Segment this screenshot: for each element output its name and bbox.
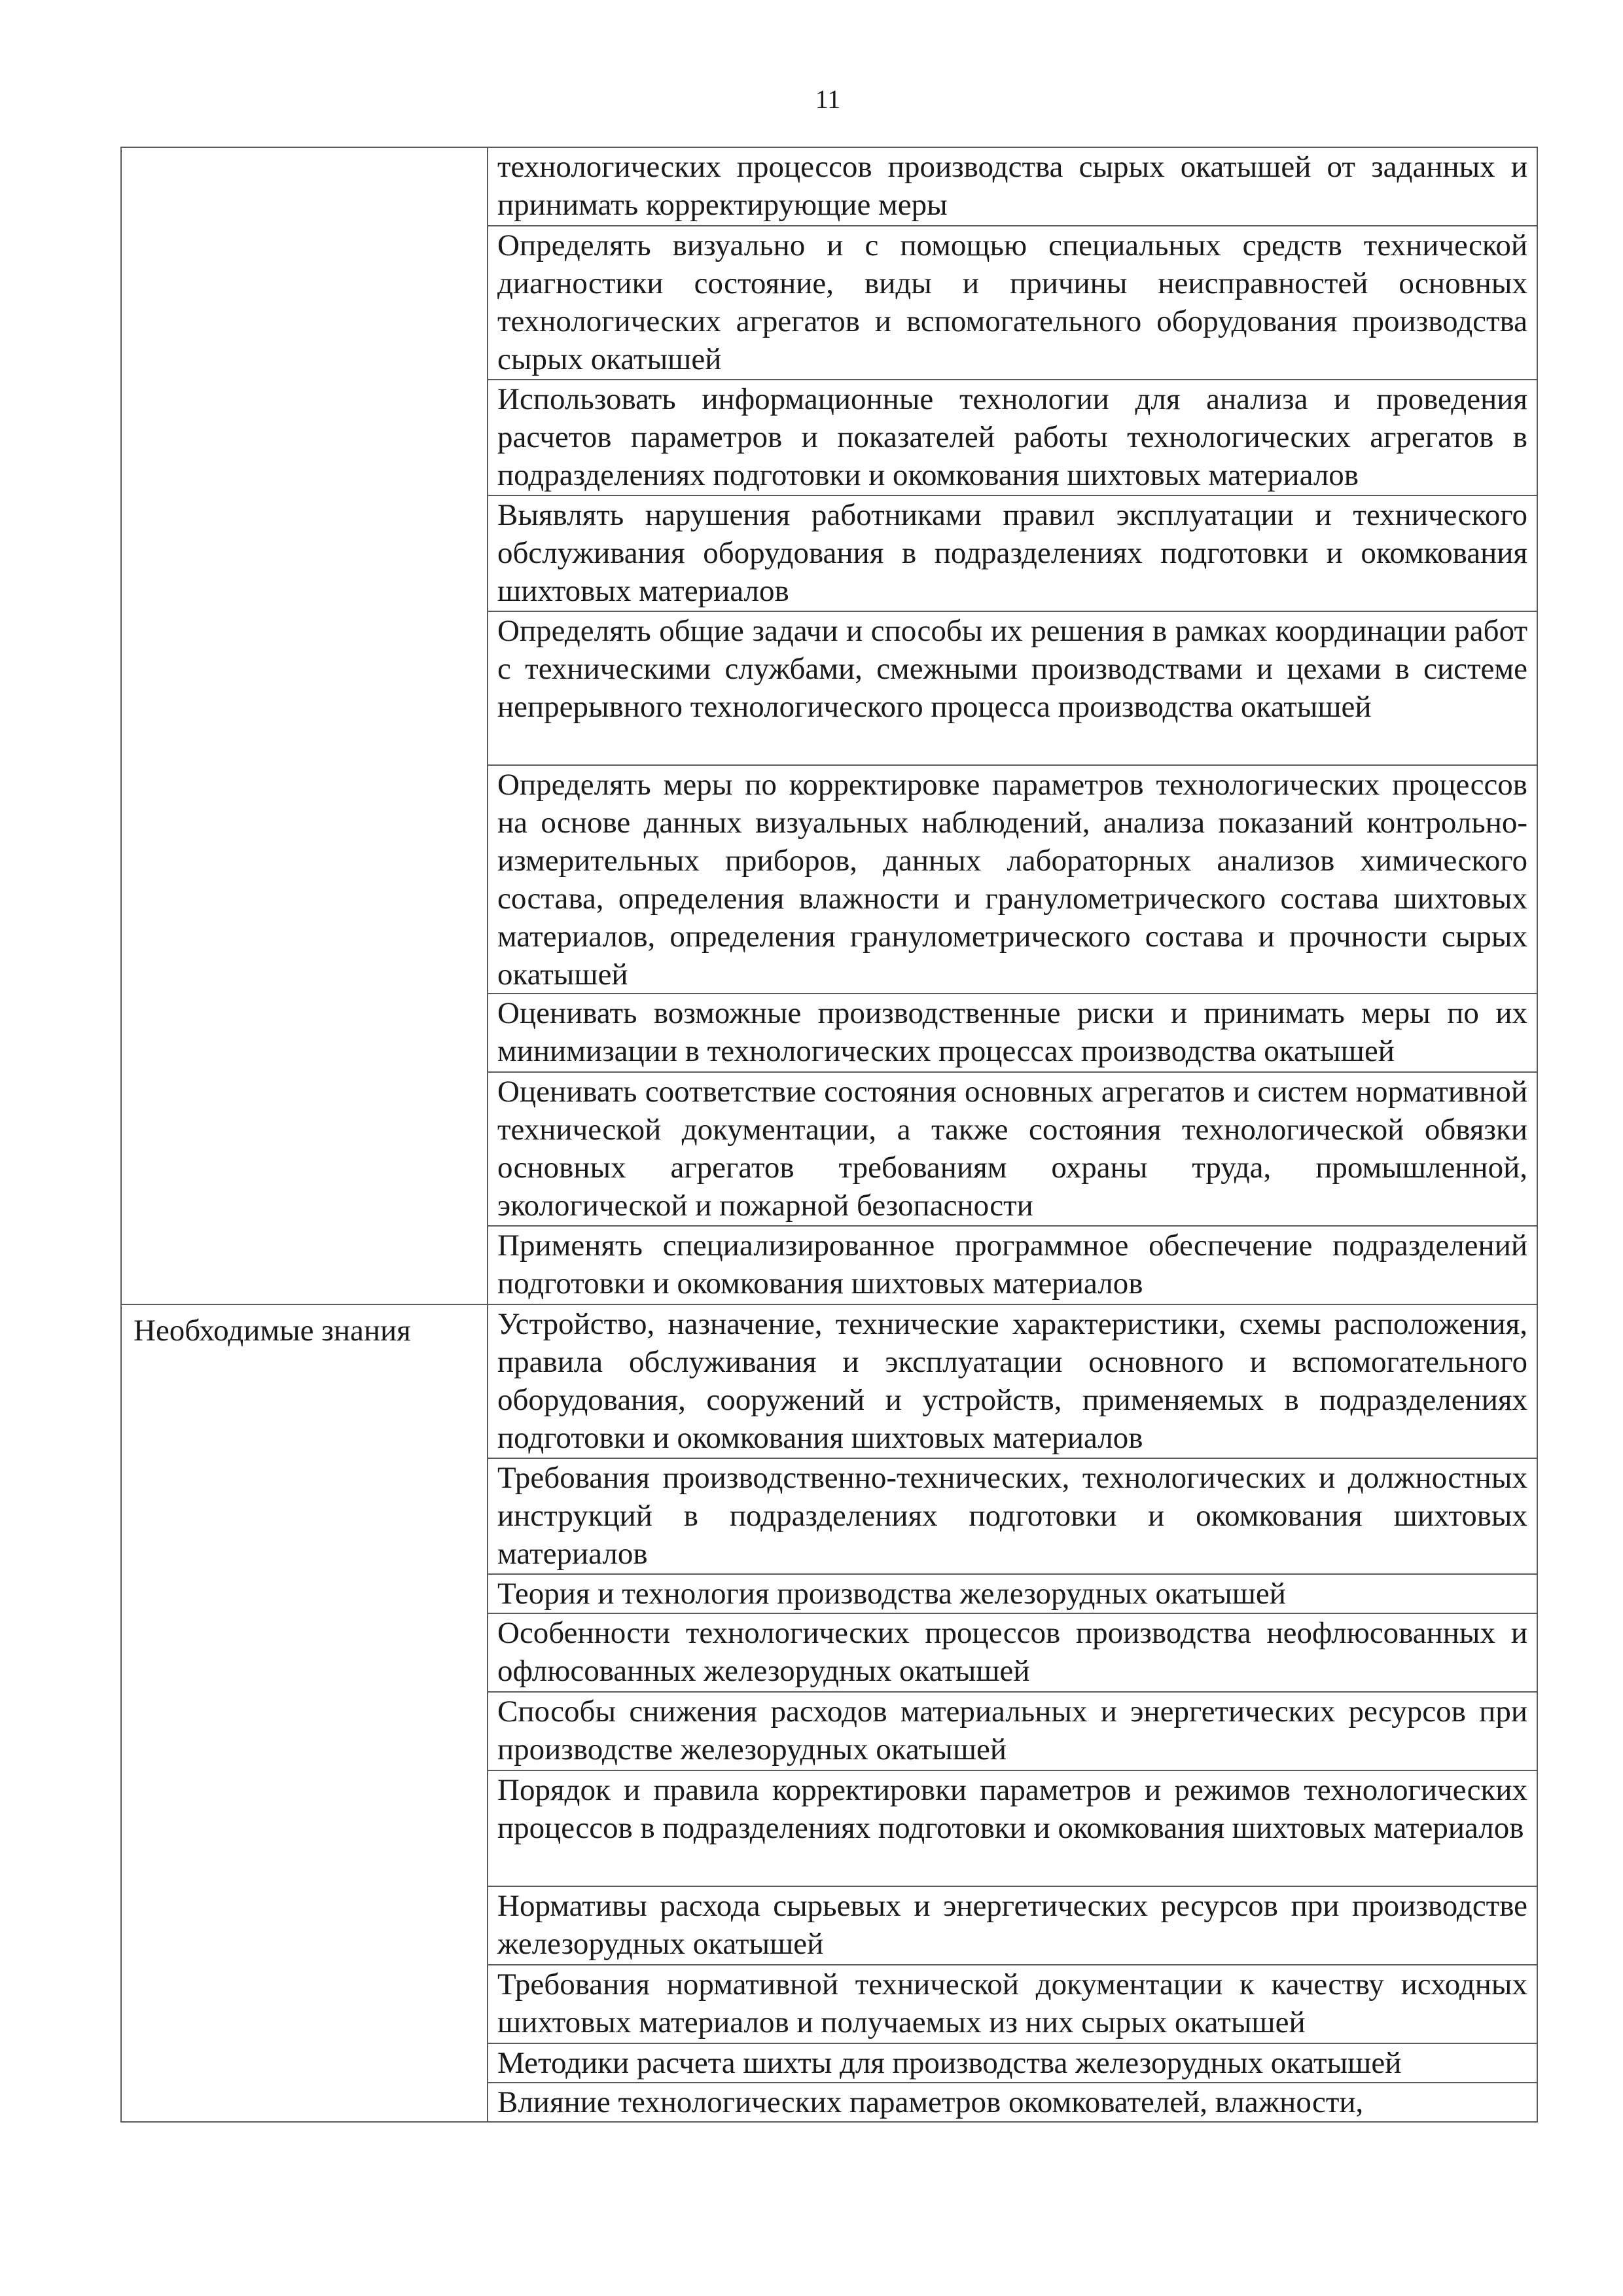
knowledge-item: Способы снижения расходов материальных и энергетических ресурсов при производстве железорудных окатышей (497, 1695, 1527, 1767)
skill-item: Оценивать возможные производственные риски и принимать меры по их минимизации в технологических процессах производства окатышей (497, 996, 1527, 1068)
knowledge-item: Теория и технология производства железорудных окатышей (497, 1577, 1286, 1611)
skill-item: Выявлять нарушения работниками правил эксплуатации и технического обслуживания оборудования в подразделениях подготовки и окомкования шихтовых материалов (497, 498, 1527, 608)
page-number: 11 (815, 84, 841, 114)
skill-item: Использовать информационные технологии для анализа и проведения расчетов параметров и показателей работы технологических агрегатов в подразделениях подготовки и окомкования шихтовых материалов (497, 382, 1527, 492)
skill-item: Применять специализированное программное обеспечение подразделений подготовки и окомкования шихтовых материалов (497, 1229, 1527, 1300)
knowledge-item: Особенности технологических процессов производства неофлюсованных и офлюсованных железорудных окатышей (497, 1616, 1527, 1688)
skill-item: Оценивать соответствие состояния основных агрегатов и систем нормативной технической документации, а также состояния технологической обвязки основных агрегатов требованиям охраны труда, промышленной, экологической и пожарной безопасности (497, 1075, 1527, 1223)
skill-item: Определять меры по корректировке параметров технологических процессов на основе данных визуальных наблюдений, анализа показаний контрольно-измерительных приборов, данных лабораторных анализов химического состава, определения влажности и гранулометрического состава шихтовых материалов, определения гранулометрического состава и прочности сырых окатышей (497, 768, 1527, 992)
requirements-table (120, 147, 1538, 2123)
knowledge-item: Требования производственно-технических, технологических и должностных инструкций в подразделениях подготовки и окомкования шихтовых материалов (497, 1461, 1527, 1571)
knowledge-item: Методики расчета шихты для производства железорудных окатышей (497, 2046, 1402, 2080)
knowledge-item: Порядок и правила корректировки параметров и режимов технологических процессов в подразделениях подготовки и окомкования шихтовых материалов (497, 1773, 1527, 1845)
knowledge-label: Необходимые знания (121, 1304, 488, 2122)
skill-item: Определять общие задачи и способы их решения в рамках координации работ с техническими службами, смежными производствами и цехами в системе непрерывного технологического процесса производства окатышей (497, 614, 1527, 724)
skill-item: технологических процессов производства сырых окатышей от заданных и принимать корректирующие меры (497, 150, 1527, 222)
knowledge-item: Влияние технологических параметров окомкователей, влажности, (497, 2085, 1364, 2119)
knowledge-item: Нормативы расхода сырьевых и энергетических ресурсов при производстве железорудных окатышей (497, 1889, 1527, 1961)
skill-item: Определять визуально и с помощью специальных средств технической диагностики состояние, виды и причины неисправностей основных технологических агрегатов и вспомогательного оборудования производства сырых окатышей (497, 228, 1527, 376)
knowledge-item: Требования нормативной технической документации к качеству исходных шихтовых материалов и получаемых из них сырых окатышей (497, 1967, 1527, 2039)
knowledge-item: Устройство, назначение, технические характеристики, схемы расположения, правила обслуживания и эксплуатации основного и вспомогательного оборудования, сооружений и устройств, применяемых в подразделениях подготовки и окомкования шихтовых материалов (497, 1307, 1527, 1455)
skills-label-cell-continued (121, 147, 488, 1304)
